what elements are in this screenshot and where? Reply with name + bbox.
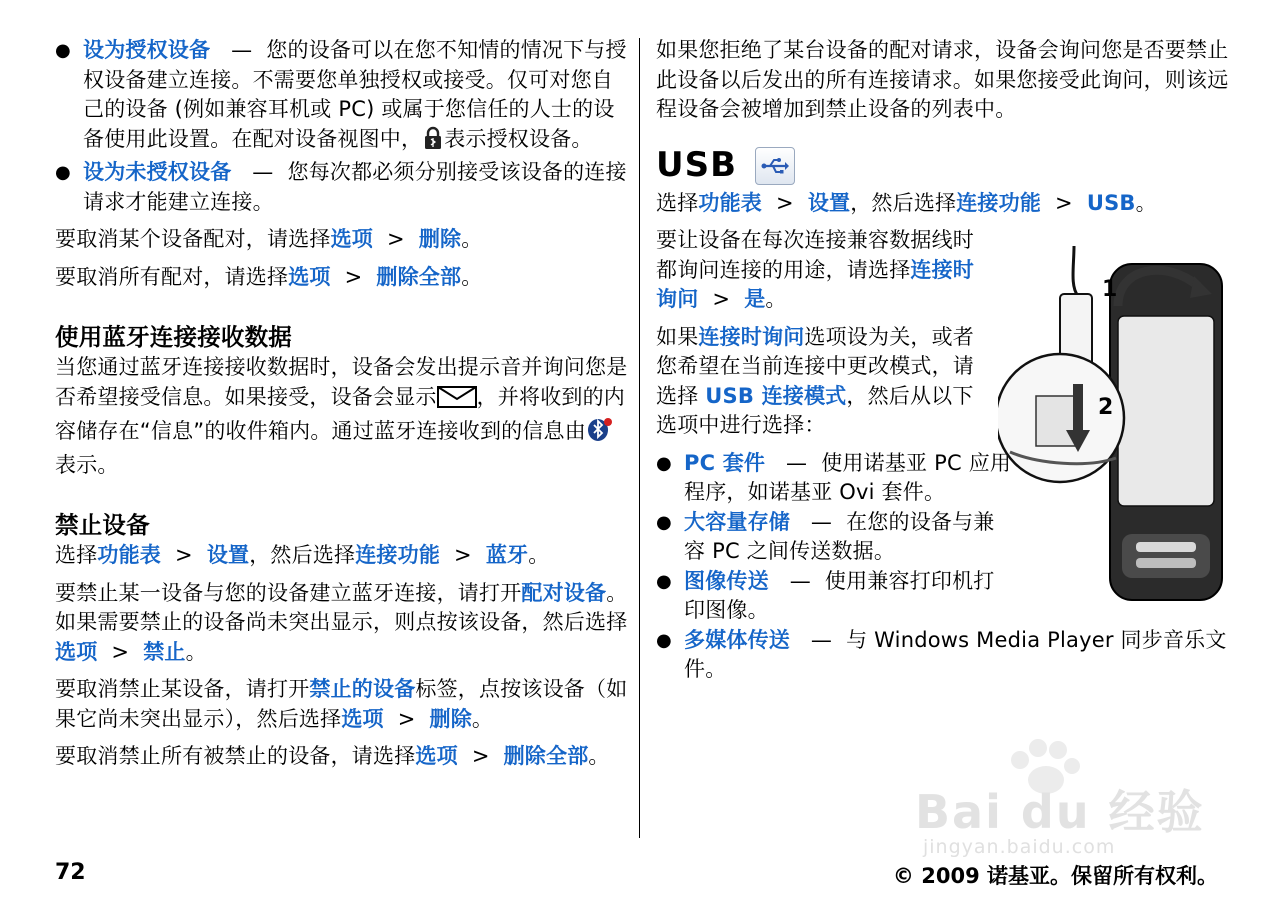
list-item: ● 图像传送 — 使用兼容打印机打印图像。	[656, 568, 995, 622]
cancel-all-pairing: 要取消所有配对，请选择选项 > 删除全部。	[55, 264, 483, 289]
column-divider	[639, 38, 640, 838]
usb-heading	[656, 144, 1231, 185]
block-paragraph-2: 要取消禁止某设备，请打开禁止的设备标签，点按该设备（如果它尚未突出显示），然后选择选项 > 删除。	[55, 677, 628, 731]
usb-icon	[755, 147, 795, 185]
usb-connection-illustration	[998, 246, 1230, 626]
watermark-url: jingyan.baidu.com	[923, 836, 1116, 858]
block-paragraph-3: 要取消禁止所有被禁止的设备，请选择选项 > 删除全部。	[55, 744, 610, 768]
heading-block-devices: 禁止设备	[55, 511, 150, 539]
usb-mode-paragraph: 如果连接时询问选项设为关，或者您希望在当前连接中更改模式，请选择 USB 连接模式，然后从以下选项中进行选择：	[656, 324, 975, 437]
authorization-options	[55, 36, 630, 217]
list-item: ● 多媒体传送 — 与 Windows Media Player 同步音乐文件。	[656, 627, 1227, 681]
bluetooth-message-icon	[586, 416, 614, 451]
block-paragraph-1: 要禁止某一设备与您的设备建立蓝牙连接，请打开配对设备。 如果需要禁止的设备尚未突出显示，则点按该设备，然后选择选项 > 禁止。	[55, 580, 628, 664]
list-item: ● PC 套件 — 使用诺基亚 PC 应用程序，如诺基亚 Ovi 套件。	[656, 450, 1012, 504]
watermark-text: Bai du 经验	[915, 785, 1205, 839]
baidu-watermark	[905, 738, 1205, 868]
option-authorized[interactable]: 设为授权设备	[83, 38, 211, 62]
list-item: ● 设为授权设备 — 您的设备可以在您不知情的情况下与授权设备建立连接。不需要您单独授权或接受。仅可对您自己的设备 (例如兼容耳机或 PC) 或属于您信任的人士的设备使用此设置。在配对设备视图中， 表示授权设备。	[55, 36, 630, 158]
receive-paragraph: 当您通过蓝牙连接接收数据时，设备会发出提示音并询问您是否希望接受信息。如果接受，设备会显示 ，并将收到的内容储存在“信息”的收件箱内。通过蓝牙连接收到的信息由表示。	[55, 355, 628, 477]
list-item: ● 设为未授权设备 — 您每次都必须分别接受该设备的连接请求才能建立连接。	[55, 160, 627, 214]
usb-navigation: 选择功能表 > 设置，然后选择连接功能 > USB。	[656, 190, 1157, 215]
envelope-icon	[437, 386, 477, 417]
block-navigation: 选择功能表 > 设置，然后选择连接功能 > 蓝牙。	[55, 543, 550, 567]
option-mass-storage[interactable]: 大容量存储	[684, 509, 790, 534]
usb-title: USB	[656, 144, 738, 185]
bullet: ●	[55, 162, 71, 183]
reject-pairing-paragraph: 如果您拒绝了某台设备的配对请求，设备会询问您是否要禁止此设备以后发出的所有连接请求。如果您接受此询问，则该远程设备会被增加到禁止设备的列表中。	[656, 38, 1229, 121]
copyright-notice: © 2009 诺基亚。保留所有权利。	[892, 864, 1218, 888]
lock-icon	[422, 126, 444, 159]
heading-receive-data: 使用蓝牙连接接收数据	[55, 323, 292, 351]
bullet: ●	[55, 40, 71, 61]
page-number: 72	[55, 860, 86, 885]
option-image-transfer[interactable]: 图像传送	[684, 568, 769, 593]
figure-label-2: 2	[1098, 395, 1114, 420]
ask-on-connect-paragraph: 要让设备在每次连接兼容数据线时都询问连接的用途，请选择连接时询问 > 是。	[656, 228, 975, 311]
option-pc-suite[interactable]: PC 套件	[684, 450, 766, 475]
list-item: ● 大容量存储 — 在您的设备与兼容 PC 之间传送数据。	[656, 509, 995, 563]
figure-label-1: 1	[1102, 277, 1118, 302]
left-column	[55, 36, 630, 772]
option-media-transfer[interactable]: 多媒体传送	[684, 627, 790, 652]
option-unauthorized[interactable]: 设为未授权设备	[83, 160, 232, 184]
cancel-one-pairing: 要取消某个设备配对，请选择选项 > 删除。	[55, 227, 483, 251]
